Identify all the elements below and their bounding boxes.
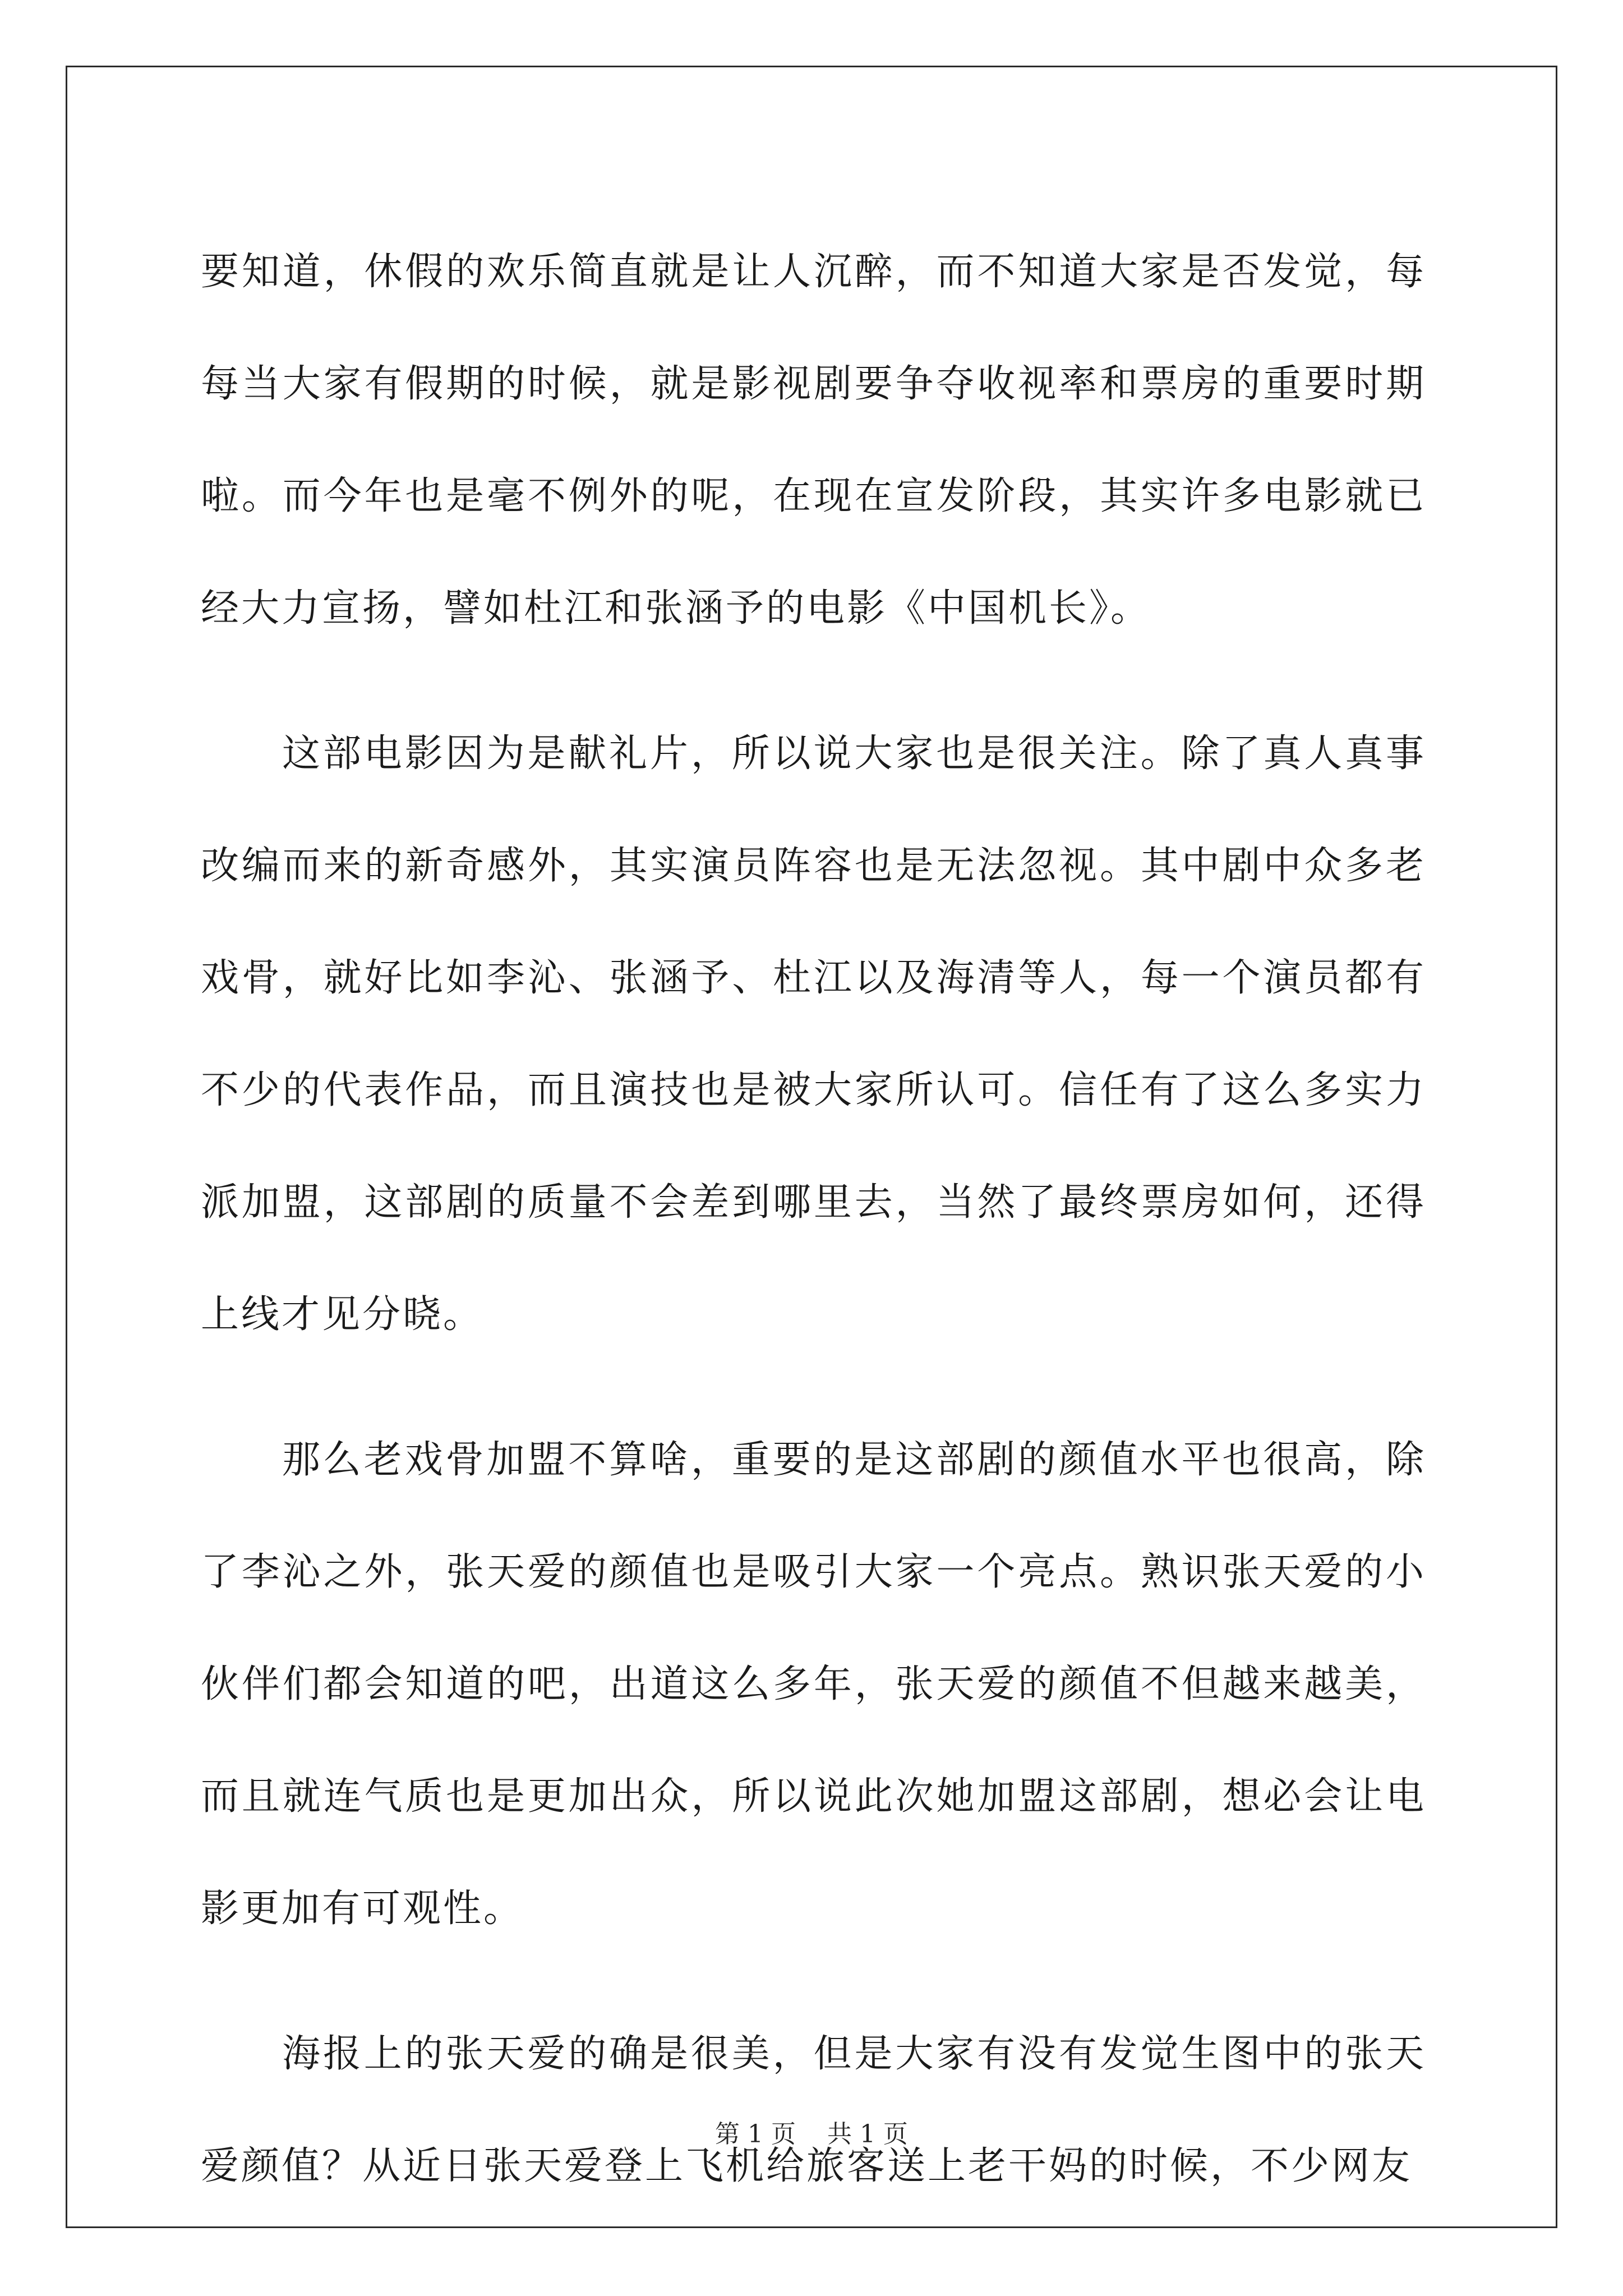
page-number-footer: 第 1 页 共 1 页	[715, 2120, 908, 2148]
paragraph-3: 那么老戏骨加盟不算啥，重要的是这部剧的颜值水平也很高，除了李沁之外，张天爱的颜值也是吸引大家一个亮点。熟识张天爱的小伙伴们都会知道的吧，出道这么多年，张天爱的颜值不但越来越美，而且就连气质也是更加出众，所以说此次她加盟这部剧，想必会让电影更加有可观性。	[201, 1438, 1426, 1931]
paragraph-2: 这部电影因为是献礼片，所以说大家也是很关注。除了真人真事改编而来的新奇感外，其实演员阵容也是无法忽视。其中剧中众多老戏骨，就好比如李沁、张涵予、杜江以及海清等人，每一个演员都有不少的代表作品，而且演技也是被大家所认可。信任有了这么多实力派加盟，这部剧的质量不会差到哪里去，当然了最终票房如何，还得上线才见分晓。	[201, 731, 1426, 1337]
document-body	[201, 216, 1426, 2256]
paragraph-4: 海报上的张天爱的确是很美，但是大家有没有发觉生图中的张天爱颜值？从近日张天爱登上飞机给旅客送上老干妈的时候，不少网友	[201, 2032, 1426, 2188]
paragraph-1: 要知道，休假的欢乐简直就是让人沉醉，而不知道大家是否发觉，每每当大家有假期的时候，就是影视剧要争夺收视率和票房的重要时期啦。而今年也是毫不例外的呢，在现在宣发阶段，其实许多电影就已经大力宣扬，譬如杜江和张涵予的电影《中国机长》。	[201, 250, 1426, 631]
